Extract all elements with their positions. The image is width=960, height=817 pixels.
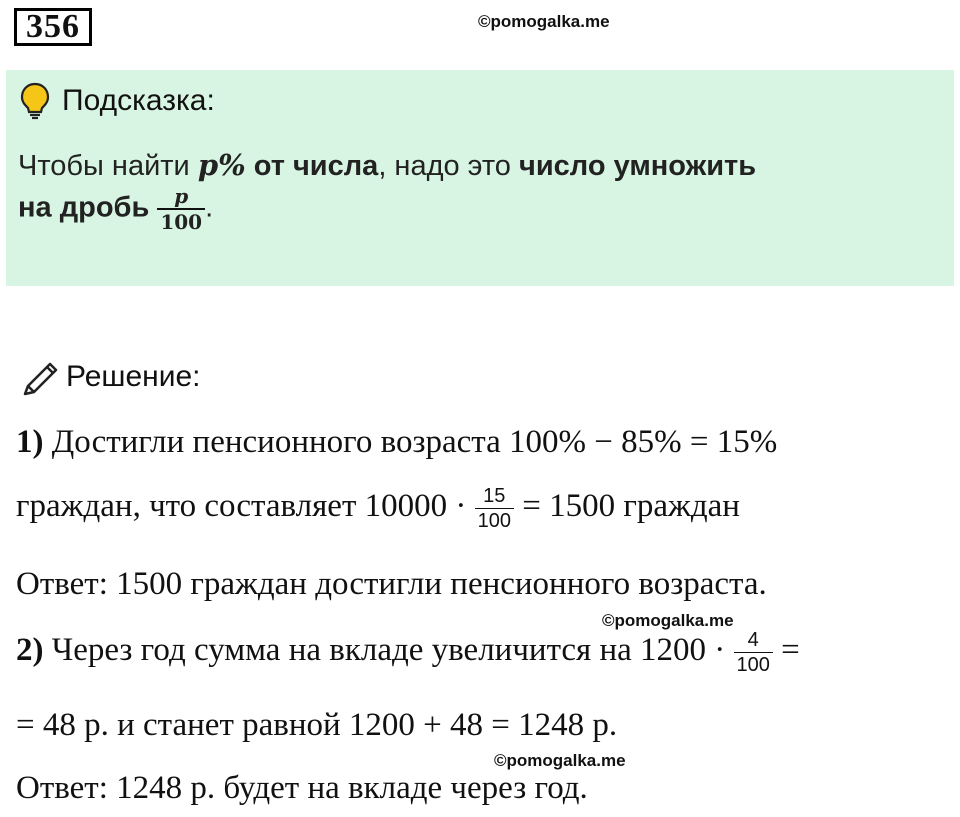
hint-emphasis: от числа [245,150,379,182]
item-marker: 1) [16,424,44,460]
pencil-icon [20,356,62,401]
fraction-denominator: 100 [160,210,203,234]
solution-fraction [734,630,773,675]
hint-title: Подсказка: [62,84,215,117]
solution-text: Через год сумма на вкладе увеличится на 1200 · [43,632,734,669]
watermark-bottom: ©pomogalka.me [494,751,626,770]
solution-p1-line1 [16,424,777,461]
fraction-numerator: 4 [734,630,773,653]
hint-text: Чтобы найти [18,150,198,182]
solution-p2-line2: = 48 р. и станет равной 1200 + 48 = 1248 р. [16,707,618,743]
fraction-numerator: 15 [475,486,514,509]
hint-text: . [205,191,214,224]
solution-text: = [772,632,800,669]
solution-text: = 1500 граждан [513,488,740,525]
hint-line-2 [18,186,213,232]
hint-fraction [157,186,205,232]
hint-text: , надо это [378,150,519,182]
item-marker: 2) [16,632,44,669]
lightbulb-icon [20,82,50,125]
solution-text: Достигли пенсионного возраста 100% − 85% = 15% [43,424,778,460]
solution-text: граждан, что составляет 10000 · [16,488,475,525]
task-number: 356 [14,8,92,46]
hint-emphasis: на дробь [18,191,158,224]
solution-title: Решение: [66,360,201,393]
solution-fraction [475,486,514,531]
fraction-denominator: 100 [736,654,770,676]
fraction-denominator: 100 [477,510,511,532]
watermark-top: ©pomogalka.me [478,12,610,31]
solution-p2-line1 [16,630,800,675]
watermark-middle: ©pomogalka.me [602,611,734,630]
hint-percent: p% [197,148,246,182]
solution-p1-line2 [16,486,740,531]
hint-line-1 [18,148,756,183]
solution-p1-answer: Ответ: 1500 граждан достигли пенсионного возраста. [16,566,767,602]
solution-p2-answer: Ответ: 1248 р. будет на вкладе через год. [16,770,588,806]
fraction-numerator: p [157,186,205,210]
hint-emphasis: число умножить [518,150,757,182]
